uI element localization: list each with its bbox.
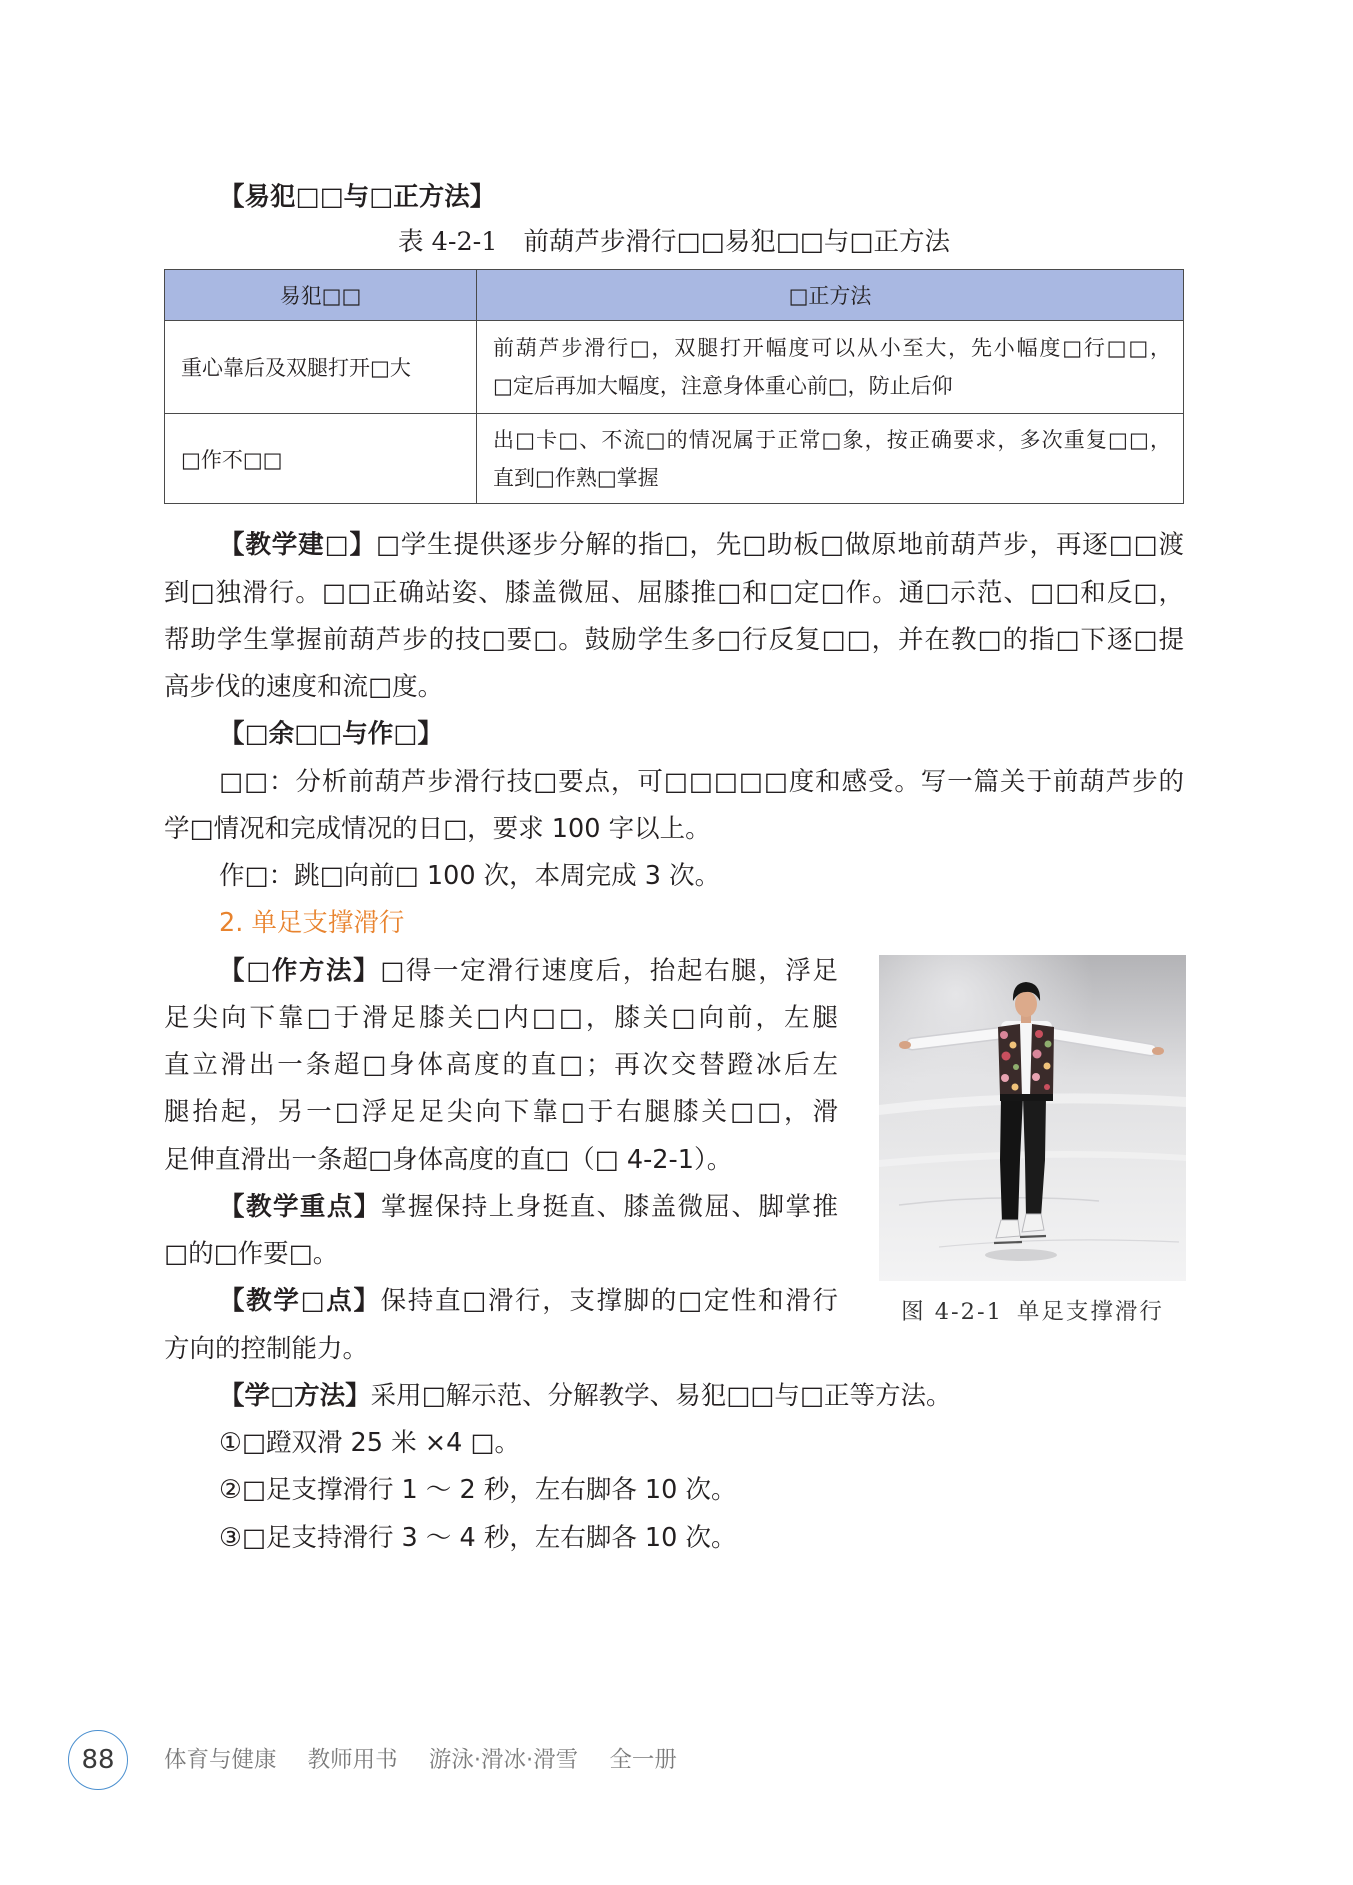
difficulties-line — [164, 1278, 838, 1325]
method-line: 直立滑出一条超□身体高度的直□；再次交替蹬冰后左 — [164, 1050, 838, 1081]
method-line — [164, 948, 838, 995]
method-line: 足尖向下靠□于滑足膝关□内□□，膝关□向前，左腿 — [164, 1002, 838, 1033]
vest-flower-pattern — [1044, 1084, 1050, 1090]
vest-flower-pattern — [1032, 1073, 1040, 1081]
vest-flower-pattern — [1013, 1064, 1019, 1070]
skater-right-skate — [1022, 1214, 1044, 1232]
footer-subject: 体育与健康 — [164, 1747, 277, 1773]
skater-left-blade — [994, 1242, 1022, 1243]
advice-line: 高步伐的速度和流□度。 — [164, 672, 444, 703]
table-row — [165, 321, 1183, 414]
fix-line: 出□卡□、不流□的情况属于正常□象，按正确要求，多次重复□□， — [493, 427, 1171, 452]
figure-caption-number: 图 4-2-1 — [901, 1299, 1003, 1325]
difficulties-label: 【教学□点】 — [219, 1286, 381, 1317]
advice-text: □学生提供逐步分解的指□，先□助板□做原地前葫芦步，再逐□□渡 — [375, 530, 1185, 561]
practice-line: 学□情况和完成情况的日□，要求 100 字以上。 — [164, 813, 711, 844]
vest-flower-pattern — [1002, 1052, 1011, 1061]
page-number: 88 — [81, 1745, 115, 1775]
advice-line: 帮助学生掌握前葫芦步的技□要□。鼓励学生多□行反复□□，并在教□的指□下逐□提 — [164, 624, 1184, 655]
drill-item: ②□足支撑滑行 1 ～ 2 秒，左右脚各 10 次。 — [219, 1475, 737, 1506]
drill-item: ①□蹬双滑 25 米 ×4 □。 — [219, 1428, 521, 1459]
table-cell-fix — [477, 321, 1183, 413]
vest-flower-pattern — [1044, 1063, 1051, 1070]
vest-flower-pattern — [1000, 1031, 1008, 1039]
vest-flower-pattern — [1010, 1042, 1017, 1049]
homework-line: 作□：跳□向前□ 100 次，本周完成 3 次。 — [219, 861, 721, 892]
table-cell-error — [165, 414, 477, 503]
figure-caption-title: 单足支撑滑行 — [1016, 1299, 1164, 1325]
section-title: 2. 单足支撑滑行 — [219, 908, 405, 939]
table-header-fix: □正方法 — [788, 284, 872, 308]
skater-right-hand — [1152, 1047, 1164, 1055]
errors-table — [164, 269, 1184, 504]
fix-line: 前葫芦步滑行□，双腿打开幅度可以从小至大，先小幅度□行□□， — [493, 336, 1171, 360]
footer-book-type: 教师用书 — [307, 1747, 398, 1773]
extracurricular-label: 【□余□□与作□】 — [219, 719, 443, 750]
fix-line: 直到□作熟□掌握 — [493, 465, 659, 490]
skater-shadow — [985, 1249, 1057, 1261]
advice-label: 【教学建□】 — [219, 530, 376, 561]
page-number-badge — [68, 1730, 128, 1790]
figure-caption — [879, 1295, 1186, 1329]
key-points-label: 【教学重点】 — [219, 1191, 381, 1222]
vest-flower-pattern — [1035, 1030, 1043, 1038]
key-points-line: □的□作要□。 — [164, 1239, 339, 1270]
extracurricular-heading — [164, 711, 1184, 758]
difficulties-line: 方向的控制能力。 — [164, 1333, 369, 1364]
table-header-row — [165, 270, 1183, 321]
advice-line: 到□独滑行。□□正确站姿、膝盖微屈、屈膝推□和□定□作。通□示范、□□和反□， — [164, 577, 1184, 608]
fix-line: □定后再加大幅度，注意身体重心前□，防止后仰 — [493, 374, 953, 398]
key-points-text: 掌握保持上身挺直、膝盖微屈、脚掌推 — [380, 1191, 838, 1222]
skater-face — [1015, 991, 1037, 1017]
table-header-error: 易犯□□ — [165, 270, 477, 320]
table-cell-error — [165, 321, 477, 413]
errors-heading: 【易犯□□与□正方法】 — [219, 182, 496, 212]
running-footer — [164, 1742, 701, 1778]
skater-left-hand — [899, 1041, 911, 1049]
practice-line: □□：分析前葫芦步滑行技□要点，可□□□□□度和感受。写一篇关于前葫芦步的 — [219, 766, 1184, 797]
drill-item: ③□足支持滑行 3 ～ 4 秒，左右脚各 10 次。 — [219, 1522, 737, 1553]
table-caption-title: 前葫芦步滑行□□易犯□□与□正方法 — [523, 227, 950, 257]
method-label: 【□作方法】 — [219, 955, 381, 986]
method-line: 腿抬起，另一□浮足足尖向下靠□于右腿膝关□□，滑 — [164, 1097, 838, 1128]
learning-methods-text: 采用□解示范、分解教学、易犯□□与□正等方法。 — [370, 1380, 952, 1411]
table-caption — [164, 218, 1184, 266]
skater-photo — [879, 955, 1186, 1281]
footer-volume-topic: 游泳·滑冰·滑雪 — [428, 1747, 579, 1773]
vest-flower-pattern — [1012, 1084, 1019, 1091]
figure-photo — [879, 955, 1186, 1281]
table-cell-fix — [477, 414, 1183, 503]
table-row — [165, 414, 1183, 503]
skater-right-blade — [1020, 1236, 1046, 1237]
vest-flower-pattern — [1045, 1041, 1052, 1048]
method-line: 足伸直滑出一条超□身体高度的直□（□ 4-2-1）。 — [164, 1144, 733, 1175]
method-text: □得一定滑行速度后，抬起右腿，浮足 — [380, 955, 838, 986]
error-text: 重心靠后及双腿打开□大 — [181, 356, 411, 380]
skater-belt — [1000, 1094, 1053, 1101]
table-caption-number: 表 4-2-1 — [398, 227, 498, 257]
learning-methods-line — [164, 1373, 1184, 1420]
key-points-line — [164, 1184, 838, 1231]
vest-flower-pattern — [1033, 1050, 1042, 1059]
difficulties-text: 保持直□滑行，支撑脚的□定性和滑行 — [380, 1286, 839, 1317]
vest-flower-pattern — [1001, 1074, 1009, 1082]
footer-volume: 全一册 — [609, 1747, 677, 1773]
error-text: □作不□□ — [181, 447, 283, 472]
advice-line — [164, 522, 1184, 569]
learning-methods-label: 【学□方法】 — [219, 1380, 371, 1411]
